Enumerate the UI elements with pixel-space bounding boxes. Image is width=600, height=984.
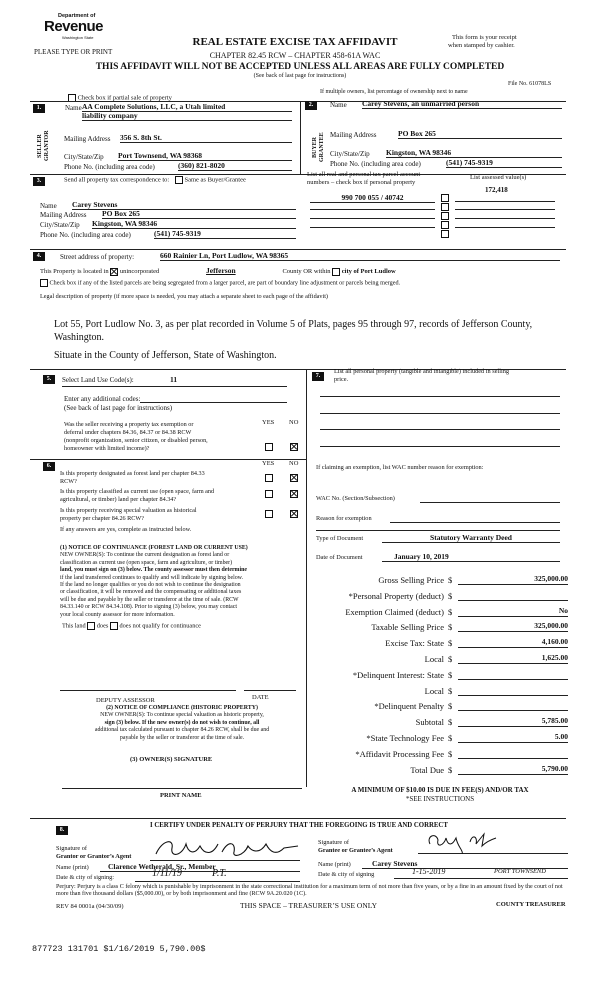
reason-label: Reason for exemption: [316, 515, 372, 522]
notice-compliance: [60, 705, 304, 742]
tax-row-value: [458, 669, 568, 680]
land-use-code: 11: [170, 375, 178, 384]
exemption-q-line-2: deferral under chapters 84.36, 84.37 or 84.38 RCW: [64, 429, 192, 436]
corr-name-value: Carey Stevens: [72, 200, 296, 210]
same-as-buyer-label: Same as Buyer/Grantee: [184, 176, 246, 184]
grantor-name-label: Name (print): [56, 864, 89, 871]
perjury-note: Perjury: Perjury is a class C felony which is punishable by imprisonment in the state correctional institution for a maximum term of not more than five years, or by a fine in an amount fixed by the court of not more than five thousand dollars ($5,000.00), or by both imprisonment and fine (RCW 9A.20.020 (1C).: [56, 884, 563, 898]
forest-q1-line-1: Is this property designated as forest land per chapter 84.33: [60, 470, 205, 477]
grantee-name-value: Carey Stevens: [362, 859, 568, 869]
tax-row: [310, 730, 570, 746]
correspondence-label: Send all property tax correspondence to:: [64, 176, 170, 184]
unincorporated-checkbox[interactable]: [110, 268, 118, 276]
city-checkbox[interactable]: [332, 268, 340, 276]
city-of-label: city of Port Ludlow: [341, 268, 396, 275]
parcel-checkbox-5[interactable]: [441, 230, 449, 238]
forest-question-2: [60, 488, 214, 504]
seller-city-label: City/State/Zip: [64, 153, 104, 161]
personal-property-label-1: List all personal property (tangible and intangible) included in selling: [334, 368, 510, 375]
logo-dept-text: Department of: [58, 13, 96, 19]
tax-row-dollar: $: [448, 717, 453, 728]
tax-row-value: [458, 748, 568, 759]
doc-date-value: January 10, 2019: [382, 552, 560, 562]
legal-description-1: Lot 55, Port Ludlow No. 3, as per plat recorded in Volume 5 of Plats, pages 95 through 97, records of Jefferson County, Washington.: [54, 319, 533, 343]
corr-phone-label: Phone No. (including area code): [40, 231, 131, 239]
does-not-label: does not qualify for continuance: [119, 622, 201, 630]
grantor-name-value: Clarence Wetherald, Sr., Member: [100, 862, 300, 872]
reason-line: [390, 522, 560, 523]
main-mid-divider: [306, 369, 307, 787]
buyer-city-label: City/State/Zip: [330, 150, 370, 158]
assessed-label: List assessed value(s): [470, 174, 527, 181]
cashier-stamp: 877723 131701 $1/16/2019 5,790.00$: [32, 944, 206, 954]
tax-row: [310, 762, 570, 778]
tax-row-dollar: $: [448, 654, 453, 664]
grantee-signature-image: [424, 828, 504, 854]
grantor-date-value: 1/11/19: [152, 868, 182, 879]
land-use-no-header: NO: [289, 419, 299, 426]
tax-row-value: 5,785.00: [458, 716, 568, 727]
section-7-number: 7.: [312, 372, 324, 381]
minimum-fee-note: A MINIMUM OF $10.00 IS DUE IN FEE(S) AND/OR TAX: [351, 786, 529, 794]
tax-row-label: Local: [424, 685, 444, 696]
grantee-signature-label: [318, 839, 393, 855]
forest-q2-line-1: Is this property classified as current use (open space, farm and: [60, 488, 215, 495]
forest-q2-no-checkbox[interactable]: [290, 490, 298, 498]
box-mid-divider: [300, 101, 301, 174]
notice-1-line-9: your local county assessor for more information.: [60, 611, 175, 618]
notice-1-line-1: NEW OWNER(S): To continue the current designation as forest land or: [60, 552, 230, 559]
forest-q3-yes-checkbox[interactable]: [265, 510, 273, 518]
grantor-signature-image: [152, 834, 302, 864]
buyer-label: BUYER: [312, 136, 318, 158]
this-land-label: This land: [62, 622, 86, 630]
parcel-label-1: List all real and personal tax parcel account: [307, 171, 421, 178]
additional-codes-line: [140, 402, 287, 403]
grantee-date-value: 1-15-2019: [412, 867, 446, 876]
tax-table: [310, 572, 570, 775]
street-label: Street address of property:: [60, 253, 135, 261]
land-use-label: Select Land Use Code(s):: [62, 376, 134, 384]
seller-city-value: Port Townsend, WA 98368: [118, 151, 292, 161]
doc-date-label: Date of Document: [316, 554, 363, 561]
assessed-line-2: [455, 209, 555, 210]
logo-state-text: Washington State: [62, 35, 94, 40]
notice-1-line-8: 84.33.140 or RCW 84.34.108). Prior to signing (3) below, you may contact: [60, 604, 238, 611]
grantor-city-value: P.T.: [212, 868, 227, 879]
grantee-name-label: Name (print): [318, 861, 351, 868]
forest-q2-line-2: agricultural, or timber) land per chapter 84.34?: [60, 496, 177, 503]
grantor-signature-label: [56, 845, 131, 861]
owner-signature-line: [62, 788, 302, 789]
tax-row-dollar: $: [448, 748, 453, 759]
parcel-line-3: [310, 218, 435, 219]
grantee-date-line: [394, 878, 568, 879]
legal-description-2: Situate in the County of Jefferson, State of Washington.: [54, 350, 277, 361]
see-back-text: (See back of last page for instructions): [253, 73, 347, 79]
exemption-q-line-1: Was the seller receiving a property tax exemption or: [64, 421, 194, 428]
county-treasurer-label: COUNTY TREASURER: [496, 901, 566, 908]
buyer-phone-label: Phone No. (including area code): [330, 160, 421, 168]
section-5-number: 5.: [43, 375, 55, 384]
tax-row-value: [458, 700, 568, 711]
tax-row: [310, 746, 570, 762]
segregated-label: Check box if any of the listed parcels are being segregated from a larger parcel, are part of boundary line adjustment or parcels being merged.: [49, 279, 401, 287]
does-not-qualify-checkbox[interactable]: [110, 622, 118, 630]
form-title: REAL ESTATE EXCISE TAX AFFIDAVIT: [192, 36, 398, 48]
chapter-text: CHAPTER 82.45 RCW – CHAPTER 458-61A WAC: [209, 51, 381, 60]
notice-2-line-3: additional tax calculated pursuant to chapter 84.26 RCW, shall be due and: [94, 727, 270, 734]
exemption-no-checkbox[interactable]: [290, 443, 298, 451]
buyer-phone-value: (541) 745-9319: [446, 158, 562, 168]
tax-row-label: *State Technology Fee: [366, 733, 444, 743]
forest-q2-yes-checkbox[interactable]: [265, 490, 273, 498]
parcel-number: 990 700 055 / 40742: [310, 193, 435, 203]
tax-row-dollar: $: [448, 638, 453, 649]
wac-label: WAC No. (Section/Subsection): [316, 495, 395, 502]
tax-row-dollar: $: [448, 669, 453, 680]
assessed-value: 172,418: [485, 186, 508, 194]
reason-line-2: [316, 530, 560, 531]
tax-row: [310, 714, 570, 730]
tax-row-value: 325,000.00: [458, 621, 568, 632]
tax-row-value: 1,625.00: [458, 653, 568, 664]
deputy-assessor-label: DEPUTY ASSESSOR: [96, 697, 155, 704]
print-name-label: PRINT NAME: [160, 792, 202, 799]
tax-row: [310, 698, 570, 714]
exemption-yes-checkbox[interactable]: [265, 443, 273, 451]
tax-row-label: Taxable Selling Price: [371, 622, 444, 633]
tax-row-value: 4,160.00: [458, 637, 568, 648]
section-6-number: 6.: [43, 462, 55, 471]
parcel-checkbox-4[interactable]: [441, 221, 449, 229]
buyer-side-label: [312, 125, 326, 169]
tax-row: [310, 619, 570, 635]
seller-name-2: liability company: [82, 111, 292, 121]
receipt-note-1: This form is your receipt: [452, 34, 517, 41]
corr-city-value: Kingston, WA 98346: [92, 219, 296, 229]
owner-signature-label: (3) OWNER(S) SIGNATURE: [130, 756, 213, 763]
grantee-city-value: PORT TOWNSEND: [494, 868, 546, 875]
forest-q1-yes-checkbox[interactable]: [265, 474, 273, 482]
buyer-mailing-label: Mailing Address: [330, 131, 377, 139]
tax-row-label: Subtotal: [415, 717, 444, 728]
buyer-mailing-value: PO Box 265: [398, 129, 562, 139]
tax-row-dollar: $: [448, 622, 453, 633]
this-land-row: [62, 622, 201, 630]
forest-question-1: [60, 470, 205, 486]
forest-question-3: [60, 507, 197, 523]
section-8-top-line: [30, 818, 566, 819]
personal-property-line-3: [320, 429, 560, 430]
tax-row-value: [458, 590, 568, 601]
seller-phone-value: (360) 821-8020: [178, 161, 292, 171]
tax-row-label: *Personal Property (deduct): [348, 590, 444, 601]
tax-row-label: Excise Tax: State: [385, 638, 444, 649]
county-value: Jefferson: [206, 266, 236, 275]
please-type-text: PLEASE TYPE OR PRINT: [34, 48, 113, 56]
notice-2-line-1: NEW OWNER(S): To continue special valuation as historic property,: [100, 712, 264, 719]
section-3-number: 3.: [33, 177, 45, 186]
assessed-line-3: [455, 218, 555, 219]
notice-1-line-6: or classification, it will be removed and the compensating or additional taxes: [60, 589, 242, 596]
tax-row: [310, 604, 570, 620]
logo-name-text: Revenue: [44, 18, 104, 35]
county-or-label: County OR within: [282, 268, 331, 275]
tax-row-label: Local: [424, 654, 444, 664]
corr-phone-value: (541) 745-9319: [154, 229, 296, 239]
seller-name-label: Name: [65, 104, 82, 112]
segregated-checkbox[interactable]: [40, 279, 48, 287]
personal-property-line-1: [320, 396, 560, 397]
file-number: File No. 61078LS: [508, 81, 552, 87]
personal-property-line-2: [320, 413, 560, 414]
tax-row-label: Exemption Claimed (deduct): [345, 606, 444, 617]
tax-row-dollar: $: [448, 685, 453, 696]
tax-row-value: 325,000.00: [458, 574, 568, 585]
forest-yes-header: YES: [262, 460, 275, 467]
deputy-date-line: [244, 690, 296, 691]
corr-name-label: Name: [40, 202, 57, 210]
tax-row-label: *Affidavit Processing Fee: [355, 748, 444, 759]
parcel-checkbox-3[interactable]: [441, 212, 449, 220]
partial-sale-label: Check box if partial sale of property: [77, 94, 172, 102]
parcel-line-4: [310, 227, 435, 228]
unincorporated-label: unincorporated: [119, 268, 160, 275]
street-value: 660 Rainier Ln, Port Ludlow, WA 98365: [160, 251, 560, 261]
certify-statement: I CERTIFY UNDER PENALTY OF PERJURY THAT THE FOREGOING IS TRUE AND CORRECT: [150, 822, 448, 829]
assessed-line-1: [455, 201, 555, 202]
grantee-label: GRANTEE: [319, 132, 325, 162]
treasurer-use-note: THIS SPACE – TREASURER’S USE ONLY: [240, 901, 377, 910]
see-instructions-note: *SEE INSTRUCTIONS: [405, 795, 475, 803]
assessed-line-4: [455, 227, 555, 228]
corr-mailing-value: PO Box 265: [102, 209, 296, 219]
notice-1-line-2: classification as current use (open space, farm and agriculture, or timber): [60, 559, 233, 566]
land-use-line: [62, 386, 287, 387]
tax-row-value: No: [458, 606, 568, 617]
notice-2-title: (2) NOTICE OF COMPLIANCE (HISTORIC PROPERTY): [106, 705, 258, 711]
parcel-line-2: [310, 209, 435, 210]
same-as-buyer-checkbox[interactable]: [175, 176, 183, 184]
section-4-number: 4.: [33, 252, 45, 261]
grantee-sig-label-2: Grantee or Grantee’s Agent: [318, 847, 393, 854]
forest-q1-no-checkbox[interactable]: [290, 474, 298, 482]
notice-1-title: (1) NOTICE OF CONTINUANCE (FOREST LAND OR CURRENT USE): [60, 545, 248, 551]
additional-codes-label: Enter any additional codes:: [64, 395, 141, 403]
exemption-question: [64, 421, 208, 453]
grantee-date-label: Date & city of signing: [318, 871, 375, 878]
exemption-q-line-3: (nonprofit organization, senior citizen, or disabled person,: [64, 437, 208, 444]
personal-property-label-2: price.: [334, 376, 349, 383]
corr-mailing-label: Mailing Address: [40, 211, 87, 219]
doc-type-label: Type of Document: [316, 535, 364, 542]
grantor-sig-label-1: Signature of: [56, 845, 87, 852]
tax-row-label: Gross Selling Price: [378, 575, 444, 585]
forest-no-header: NO: [289, 460, 299, 467]
tax-row: [310, 667, 570, 683]
buyer-city-value: Kingston, WA 98346: [386, 148, 562, 158]
seller-phone-label: Phone No. (including area code): [64, 163, 155, 171]
legal-label: Legal description of property (if more space is needed, you may attach a separate sheet to each page of the affidavit): [40, 293, 328, 300]
does-qualify-checkbox[interactable]: [87, 622, 95, 630]
rev-number: REV 84 0001a (04/30/09): [56, 903, 124, 910]
notice-1-line-7: will be due and payable by the seller or transferor at the time of sale. (RCW: [60, 596, 239, 603]
notice-1-line-5: If the land no longer qualifies or you do not wish to continue the designation: [60, 582, 241, 589]
segregated-row: [40, 279, 400, 287]
forest-q3-no-checkbox[interactable]: [290, 510, 298, 518]
grantor-date-line: [135, 881, 300, 882]
tax-row-dollar: $: [448, 733, 453, 743]
seller-name-1: AA Complete Solutions, LLC, a Utah limited: [82, 102, 292, 112]
tax-row-label: *Delinquent Penalty: [374, 701, 444, 712]
tax-row-value: 5,790.00: [458, 764, 568, 775]
receipt-note-2: when stamped by cashier.: [448, 42, 515, 49]
seller-side-label: [37, 123, 51, 169]
tax-row-label: *Delinquent Interest: State: [352, 669, 444, 680]
deputy-date-label: DATE: [252, 694, 269, 701]
forest-q3-line-1: Is this property receiving special valuation as historical: [60, 507, 197, 514]
notice-2-line-2: sign (3) below. If the new owner(s) do not wish to continue, all: [104, 719, 260, 726]
tax-row-label: Total Due: [410, 764, 444, 775]
tax-row: [310, 588, 570, 604]
wac-line: [420, 502, 560, 503]
forest-q4-text: If any answers are yes, complete as instructed below.: [60, 526, 192, 533]
grantor-label: GRANTOR: [44, 130, 50, 162]
notice-1-line-3: land, you must sign on (3) below. The county assessor must then determine: [60, 567, 247, 574]
claim-exemption-label: If claiming an exemption, list WAC number reason for exemption:: [316, 464, 484, 471]
exemption-q-line-4: homeowner with limited income)?: [64, 445, 150, 452]
correspondence-row: [64, 176, 246, 184]
tax-row-value: 5.00: [458, 732, 568, 743]
buyer-name-value: Carey Stevens, an unmarried person: [362, 99, 562, 109]
personal-property-label: [334, 368, 509, 384]
tax-row: [310, 651, 570, 667]
located-row: [40, 266, 396, 276]
forest-q3-line-2: property per chapter 84.26 RCW?: [60, 515, 145, 522]
tax-row-dollar: $: [448, 575, 453, 585]
seller-mailing-value: 356 S. 8th St.: [120, 133, 292, 143]
forest-q1-line-2: RCW?: [60, 478, 77, 485]
multiple-owners-note: If multiple owners, list percentage of ownership next to name: [320, 89, 468, 95]
tax-row-dollar: $: [448, 764, 453, 775]
tax-row: [310, 683, 570, 699]
doc-type-value: Statutory Warranty Deed: [382, 533, 560, 543]
land-use-yes-header: YES: [262, 419, 275, 426]
deputy-assessor-line: [60, 690, 236, 691]
dor-logo: [36, 13, 106, 47]
seller-label: SELLER: [37, 134, 43, 158]
tax-row: [310, 635, 570, 651]
grantor-date-label: Date & city of signing:: [56, 874, 115, 881]
section-2-number: 2.: [305, 101, 317, 110]
parcel-checkbox-2[interactable]: [441, 203, 449, 211]
tax-row-dollar: $: [448, 590, 453, 601]
does-label: does: [96, 622, 109, 630]
notice-1-line-4: if the land transferred continues to qualify and will indicate by signing below.: [60, 574, 243, 581]
section-4-top-line: [30, 249, 566, 250]
section-8-number: 8.: [56, 826, 68, 835]
grantee-sig-label-1: Signature of: [318, 839, 349, 846]
additional-codes-note: (See back of last page for instructions): [64, 404, 173, 412]
parcel-checkbox-1[interactable]: [441, 194, 449, 202]
tax-row-dollar: $: [448, 701, 453, 712]
notice-2-line-4: payable by the seller or transferor at the time of sale.: [119, 734, 245, 741]
personal-property-line-4: [320, 446, 560, 447]
corr-city-label: City/State/Zip: [40, 221, 80, 229]
located-text: This Property is located in: [40, 268, 109, 275]
buyer-name-label: Name: [330, 101, 347, 109]
tax-row-value: [458, 685, 568, 696]
tax-row-dollar: $: [448, 606, 453, 617]
notice-continuance: [60, 545, 304, 619]
grantor-sig-label-2: Grantor or Grantor’s Agent: [56, 853, 132, 860]
warning-text: THIS AFFIDAVIT WILL NOT BE ACCEPTED UNLESS ALL AREAS ARE FULLY COMPLETED: [95, 62, 505, 72]
seller-mailing-label: Mailing Address: [64, 135, 111, 143]
section-1-number: 1.: [33, 104, 45, 113]
parcel-label-2: numbers – check box if personal property: [307, 179, 416, 186]
tax-row: [310, 572, 570, 588]
